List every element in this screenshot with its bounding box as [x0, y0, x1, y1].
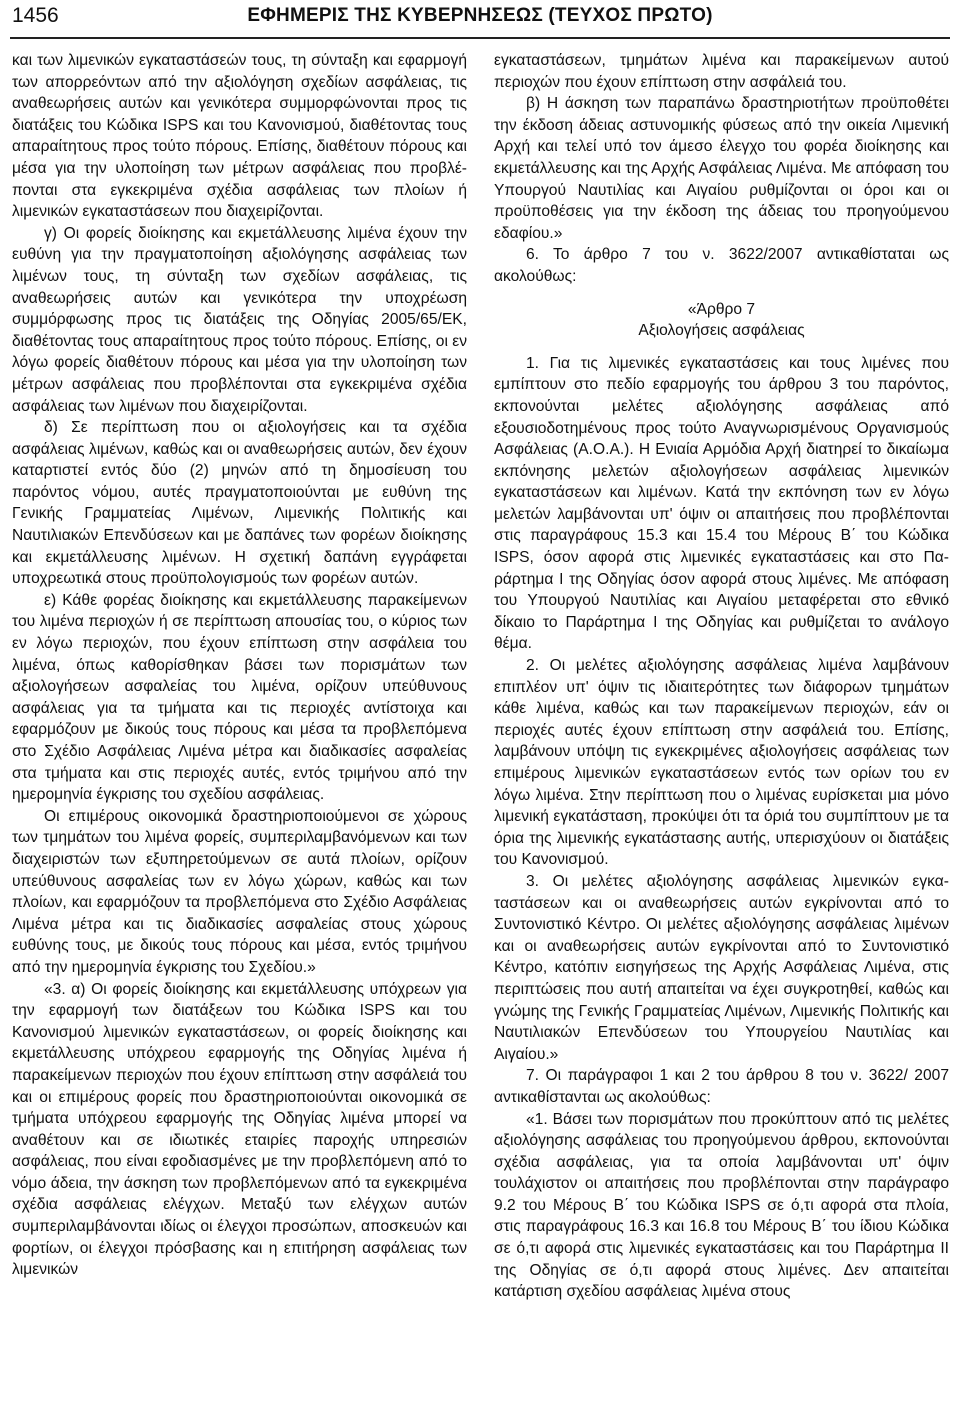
paragraph: β) Η άσκηση των παραπάνω δραστηριοτήτων προϋποθέτει την έκδοση άδειας αστυνομικής φύσεως από την οικεία Λιμενική Αρχή και τελεί υπό τον άμεσο έλεγχο του φορέα διοίκησης και εκμετάλλευσης και της Αρχής Ασφάλειας Λιμένα. Με απόφαση του Υπουργού Ναυτιλίας και Αιγαίου ρυθμίζονται οι όροι και οι προϋποθέσεις για την έκδοση της άδειας του προηγούμενου εδαφίου.»: [494, 95, 949, 242]
article-subtitle: Αξιολογήσεις ασφάλειας: [638, 322, 805, 340]
paragraph: 7. Οι παράγραφοι 1 και 2 του άρθρου 8 του ν. 3622/ 2007 αντικαθίστανται ως ακολούθως:: [494, 1067, 949, 1106]
paragraph: δ) Σε περίπτωση που οι αξιολογήσεις και τα σχέδια ασφάλειας λιμένων, καθώς και οι αναθεωρήσεις αυτών, δεν έχουν καταρτιστεί εντός δύο (2) μηνών από τη δημοσίευση του παρόντος νόμου, αυτές πραγματοποιούνται με ευθύνη της Γενικής Γραμματείας Λιμένων, Λιμενικής Πολιτικής και Ναυτιλιακών Επενδύσεων και με δαπάνες των φορέων διοίκησης και εκμετάλλευσης λιμένων. Η σχετική δαπάνη εγγράφεται υποχρεωτικά στους προϋπολογισμούς των φορέων αυτών.: [12, 419, 467, 588]
page-number: 1456: [12, 4, 59, 27]
paragraph: εγκαταστάσεων, τμημάτων λιμένα και παρακείμενων αυτού περιοχών που έχουν επίπτωση στην ασφάλειά του.: [494, 52, 949, 91]
paragraph: 6. Το άρθρο 7 του ν. 3622/2007 αντικαθίσταται ως ακολούθως:: [494, 246, 949, 285]
paragraph: «1. Βάσει των πορισμάτων που προκύπτουν από τις μελέτες αξιολόγησης ασφάλειας του προηγούμενου άρθρου, εκπονούνται σχέδια ασφάλειας, για τα οποία λαμβάνονται υπ' όψιν τουλάχιστον οι απαιτήσεις που προβλέπονται στην παράγραφο 9.2 του Μέρους Β΄ του Κώδικα ISPS σε ό,τι αφορά στα πλοία, στις παραγράφους 16.3 και 16.8 του Μέρους Β΄ του ίδιου Κώδικα σε ό,τι αφορά στις λιμενικές εγκαταστάσεις και του Παράρτημα ΙΙ της Οδηγίας σε ό,τι αφορά στους λιμένες. Δεν απαιτείται κατάρτιση σχεδίου ασφάλειας λιμένα στους: [494, 1110, 949, 1301]
right-column: [494, 50, 949, 1303]
article-title: «Άρθρο 7: [687, 300, 756, 318]
header-rule: [10, 37, 950, 39]
gazette-title: ΕΦΗΜΕΡΙΣ ΤΗΣ ΚΥΒΕΡΝΗΣΕΩΣ (ΤΕΥΧΟΣ ΠΡΩΤΟ): [247, 5, 713, 26]
paragraph: «3. α) Οι φορείς διοίκησης και εκμετάλλευσης υπόχρεων για την εφαρμογή των διατάξεων του Κώδικα ISPS και του Κανονισμού λιμενικών εγκαταστάσεων, οι φορείς διοίκησης και εκμετάλλευσης υπόχρεου εφαρμογής της Οδηγίας λιμένα ή παρακείμενων περιοχών που έχουν επίπτωση στην ασφάλειά του και οι επιμέρους φορείς που δραστηριοποιούνται οικονομικά σε τμήματα υπόχρεου εφαρμογής της Οδηγίας λιμένα μπορεί να αναθέτουν και σε ιδιωτικές εταιρίες παροχής υπηρεσιών ασφάλειας, που είναι εφοδιασμένες με την προβλεπόμενη από το νόμο άδεια, την άσκηση των προβλεπόμενων από τα εγκεκριμένα σχέδια ασφάλειας ελέγχων. Μεταξύ των ελέγχων αυτών συμπεριλαμβάνονται ιδίως οι έλεγχοι προσώπων, αποσκευών και φορτίων, οι έλεγχοι πρόσβασης και η επιτήρηση ασφάλειας των λιμενικών: [12, 980, 467, 1279]
page-header: [0, 0, 960, 36]
paragraph: 1. Για τις λιμενικές εγκαταστάσεις και τους λιμένες που εμπίπτουν στο πεδίο εφαρμογής του άρθρου 3 του παρόντος, εκπονούνται μελέτες αξιολόγησης ασφάλειας από εξουσιοδοτημένους προς τούτο Αναγνωρισμένους Οργανισμούς Ασφάλειας (Α.Ο.Α.). Η Ενιαία Αρμόδια Αρχή διατηρεί το δικαίωμα εκπόνησης μελετών αξιολογήσεων ασφάλειας λιμενικών εγκαταστάσεων και λιμένων. Κατά την εκπόνηση των εν λόγω μελετών λαμβάνονται υπ' όψιν οι απαιτήσεις που προβλέπονται στις παραγράφους 15.3 και 15.4 του Μέρους Β΄ του Κώδικα ISPS, όσον αφορά στις λιμενικές εγκαταστάσεις και στο Παράρτημα Ι της Οδηγίας όσον αφορά στους λιμένες. Με απόφαση του Υπουργού Ναυτιλίας και Αιγαίου μεταφέρεται στο εθνικό δίκαιο το Παράρτημα Ι της Οδηγίας και ρυθμίζεται το ανάλογο θέμα.: [494, 354, 949, 653]
paragraph: και των λιμενικών εγκαταστάσεών τους, τη σύνταξη και εφαρμογή των απορρεόντων από την αξιολόγηση σχεδίων ασφάλειας, τις αναθεωρήσεις αυτών και γενικότερα συμμορφώνονται προς τις διατάξεις του Κώδικα ISPS και του Κανονισμού, διαθέτοντας τους απαραίτητους προς τούτο πόρους. Επίσης, διαθέτουν πόρους και μέσα για την υλοποίηση των μέτρων ασφάλειας που προβλέπονται στα εγκεκριμένα σχέδια ασφάλειας των πλοίων ή λιμενικών εγκαταστάσεων που διαχειρίζονται.: [12, 52, 467, 221]
left-column: [12, 50, 467, 1281]
paragraph: γ) Οι φορείς διοίκησης και εκμετάλλευσης λιμένα έχουν την ευθύνη για την πραγματοποίηση αξιολόγησης ασφάλειας των λιμένων τους, τη σύνταξη των σχεδίων ασφάλειας, τις αναθεωρήσεις αυτών και γενικότερα την υποχρέωση συμμόρφωσης προς τις διατάξεις της Οδηγίας 2005/65/ΕΚ, διαθέτοντας τους απαραίτητους προς τούτο πόρους. Επίσης, οι εν λόγω φορείς διαθέτουν πόρους και μέσα για την υλοποίηση των μέτρων ασφάλειας που προβλέπονται στα εγκεκριμένα σχέδια ασφάλειας των λιμένων που διαχειρίζονται.: [12, 224, 467, 415]
paragraph: 3. Οι μελέτες αξιολόγησης ασφάλειας λιμενικών εγκαταστάσεων και οι αναθεωρήσεις αυτών εγκρίνονται από το Συντονιστικό Κέντρο. Οι μελέτες αξιολόγησης ασφάλειας λιμένων και οι αναθεωρήσεις αυτών εγκρίνονται από το Συντονιστικό Κέντρο, κατόπιν εισηγήσεως της Αρχής Ασφάλειας Λιμένα, στις περιπτώσεις που αυτή απαιτείται να έχει συγκροτηθεί, καθώς και γνώμης της Γενικής Γραμματείας Λιμένων, Λιμενικής Πολιτικής και Ναυτιλιακών Επενδύσεων του Υπουργείου Ναυτιλίας και Αιγαίου.»: [494, 872, 949, 1063]
paragraph: 2. Οι μελέτες αξιολόγησης ασφάλειας λιμένα λαμβάνουν επιπλέον υπ' όψιν τις ιδιαιτερότητες των διάφορων τμημάτων κάθε λιμένα, καθώς και των παρακείμενων περιοχών, εάν οι περιοχές αυτές έχουν επίπτωση στην ασφάλειά του. Επίσης, λαμβάνουν υπόψη τις εγκεκριμένες αξιολογήσεις ασφάλειας των επιμέρους λιμενικών εγκαταστάσεων εντός των ορίων του εν λόγω λιμένα. Στην περίπτωση που ο λιμένας ευρίσκεται μια μόνο λιμενική εγκατάσταση, προκύψει ότι τα όριά του συμπίπτουν με τα όρια της λιμενικής εγκατάστασης αυτής, υπερισχύουν οι διατάξεις του Κανονισμού.: [494, 657, 949, 869]
article-heading: [494, 299, 949, 342]
paragraph: Οι επιμέρους οικονομικά δραστηριοποιούμενοι σε χώρους των τμημάτων του λιμένα φορείς, συμπεριλαμβανόμενων και των διαχειριστών των εξυπηρετούμενων σε αυτά πλοίων, ορίζουν υπεύθυνους ασφαλείας των εν λόγω χώρων, καθώς και των πλοίων, και εφαρμόζουν τα προβλεπόμενα στο Σχέδιο Ασφάλειας Λιμένα μέτρα και τις διαδικασίες ασφαλείας στους χώρους ευθύνης τους, με δικούς τους πόρους και μέσα, εντός τριμήνου από την ημερομηνία έγκρισης του Σχεδίου.»: [12, 807, 467, 976]
paragraph: ε) Κάθε φορέας διοίκησης και εκμετάλλευσης παρακείμενων του λιμένα περιοχών ή σε περίπτωση απουσίας του, ο κύριος των εν λόγω περιοχών, που έχουν επίπτωση στην ασφάλεια του λιμένα, όπως καθορίσθηκαν βάσει των πορισμάτων των αξιολογήσεων ασφαλείας του λιμένα, ορίζουν υπεύθυνους ασφάλειας για τα τμήματα και τις περιοχές αντίστοιχα και εφαρμόζουν με δικούς τους πόρους και μέσα τα προβλεπόμενα στο Σχέδιο Ασφάλειας Λιμένα μέτρα και διαδικασίες ασφαλείας στα τμήματα και στις περιοχές αυτές, εντός τριμήνου από την ημερομηνία έγκρισης του σχεδίου ασφάλειας.: [12, 591, 467, 804]
